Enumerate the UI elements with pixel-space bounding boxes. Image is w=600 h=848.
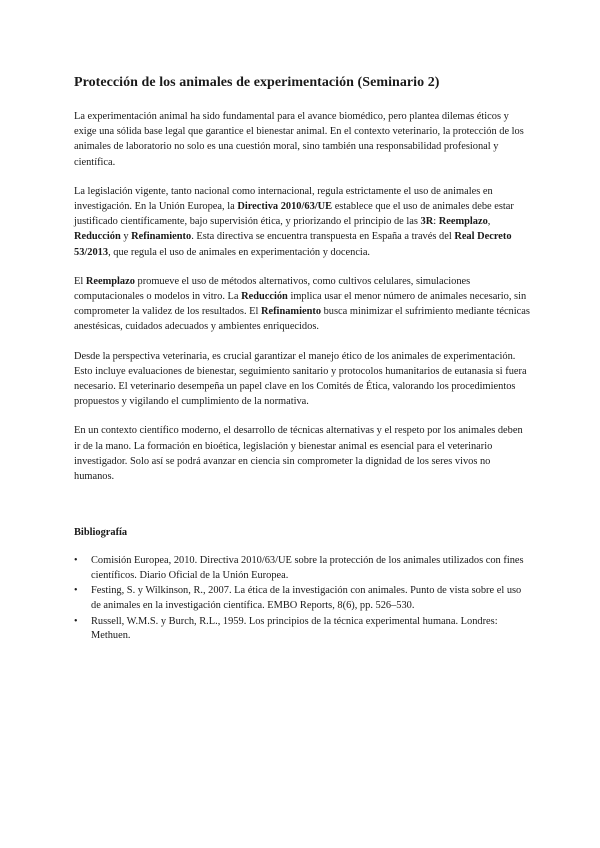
bold-term: 3R — [420, 216, 434, 228]
text-run: : — [433, 216, 439, 228]
text-run: implica usar el menor número de animales necesario, sin comprometer la validez de los resultados. El — [74, 291, 527, 318]
text-run: busca minimizar el sufrimiento mediante técnicas anestésicas, cuidados adecuados y ambientes enriquecidos. — [74, 306, 530, 333]
section-spacer — [74, 498, 530, 525]
bibliography-item — [74, 615, 530, 644]
bibliography-item — [74, 554, 530, 583]
bullet-icon: • — [74, 555, 78, 567]
text-run: En un contexto científico moderno, el desarrollo de técnicas alternativas y el respeto por los animales deben ir de la mano. La formación en bioética, legislación y bienestar animal es esencial para el veterinario investigador. Solo así se podrá avanzar en ciencia sin comprometer la dignidad de los seres vivos no humanos. — [74, 425, 523, 483]
body-paragraph — [74, 423, 530, 484]
text-run: , — [487, 216, 491, 228]
text-run: establece que el uso de animales debe estar justificado científicamente, bajo supervisión ética, y priorizando el principio de las — [74, 201, 514, 228]
bold-term: Reemplazo — [85, 275, 135, 287]
bullet-icon: • — [74, 585, 78, 597]
text-run: La experimentación animal ha sido fundamental para el avance biomédico, pero plantea dilemas éticos y exige una sólida base legal que garantice el bienestar animal. En el contexto veterinario, la protección de los animales de laboratorio no solo es una cuestión moral, sino también una responsabilidad profesional y científica. — [74, 111, 524, 168]
body-paragraph — [74, 274, 530, 335]
bibliography-text: Russell, W.M.S. y Burch, R.L., 1959. Los principios de la técnica experimental humana. Londres: Methuen. — [91, 615, 498, 642]
text-run: . Esta directiva se encuentra transpuesta en España a través del — [191, 231, 455, 243]
bold-term: Real Decreto 53/2013 — [74, 231, 512, 258]
text-run: La legislación vigente, tanto nacional como internacional, regula estrictamente el uso de animales en investigación. En la Unión Europea, la — [74, 185, 493, 213]
bold-term: Directiva 2010/63/UE — [237, 201, 333, 213]
bibliography-list — [74, 554, 530, 644]
bibliography-item — [74, 584, 530, 613]
text-run: promueve el uso de métodos alternativos, como cultivos celulares, simulaciones computacionales o modelos in vitro. La — [74, 275, 471, 303]
text-run: Desde la perspectiva veterinaria, es crucial garantizar el manejo ético de los animales de experimentación. Esto incluye evaluaciones de bienestar, seguimiento sanitario y protocolos humanitarios de eutanasia si fuera necesario. El veterinario desempeña un papel clave en los Comités de Ética, valorando los procedimientos propuestos y vigilando el cumplimiento de la normativa. — [74, 350, 527, 408]
text-run: y — [120, 231, 132, 243]
bold-term: Reducción — [241, 291, 288, 303]
body-paragraph — [74, 184, 530, 260]
bold-term: Reducción — [74, 231, 121, 243]
text-run: , que regula el uso de animales en experimentación y docencia. — [108, 246, 371, 258]
bold-term: Refinamiento — [260, 306, 322, 318]
bullet-icon: • — [74, 615, 78, 627]
document-title: Protección de los animales de experimentación (Seminario 2) — [74, 75, 440, 90]
bibliography-heading: Bibliografía — [74, 527, 128, 539]
bold-term: Refinamiento — [131, 231, 192, 243]
bibliography-text: Comisión Europea, 2010. Directiva 2010/63/UE sobre la protección de los animales utilizados con fines científicos. Diario Oficial de la Unión Europea. — [91, 555, 524, 581]
bibliography-text: Festing, S. y Wilkinson, R., 2007. La ética de la investigación con animales. Punto de vista sobre el uso de animales en la investigación científica. EMBO Reports, 8(6), pp. 526–530. — [91, 585, 522, 612]
bold-term: Reemplazo — [438, 216, 488, 228]
body-paragraph — [74, 109, 530, 170]
body-paragraphs — [74, 109, 530, 484]
body-paragraph — [74, 349, 530, 410]
text-run: El — [74, 275, 86, 287]
